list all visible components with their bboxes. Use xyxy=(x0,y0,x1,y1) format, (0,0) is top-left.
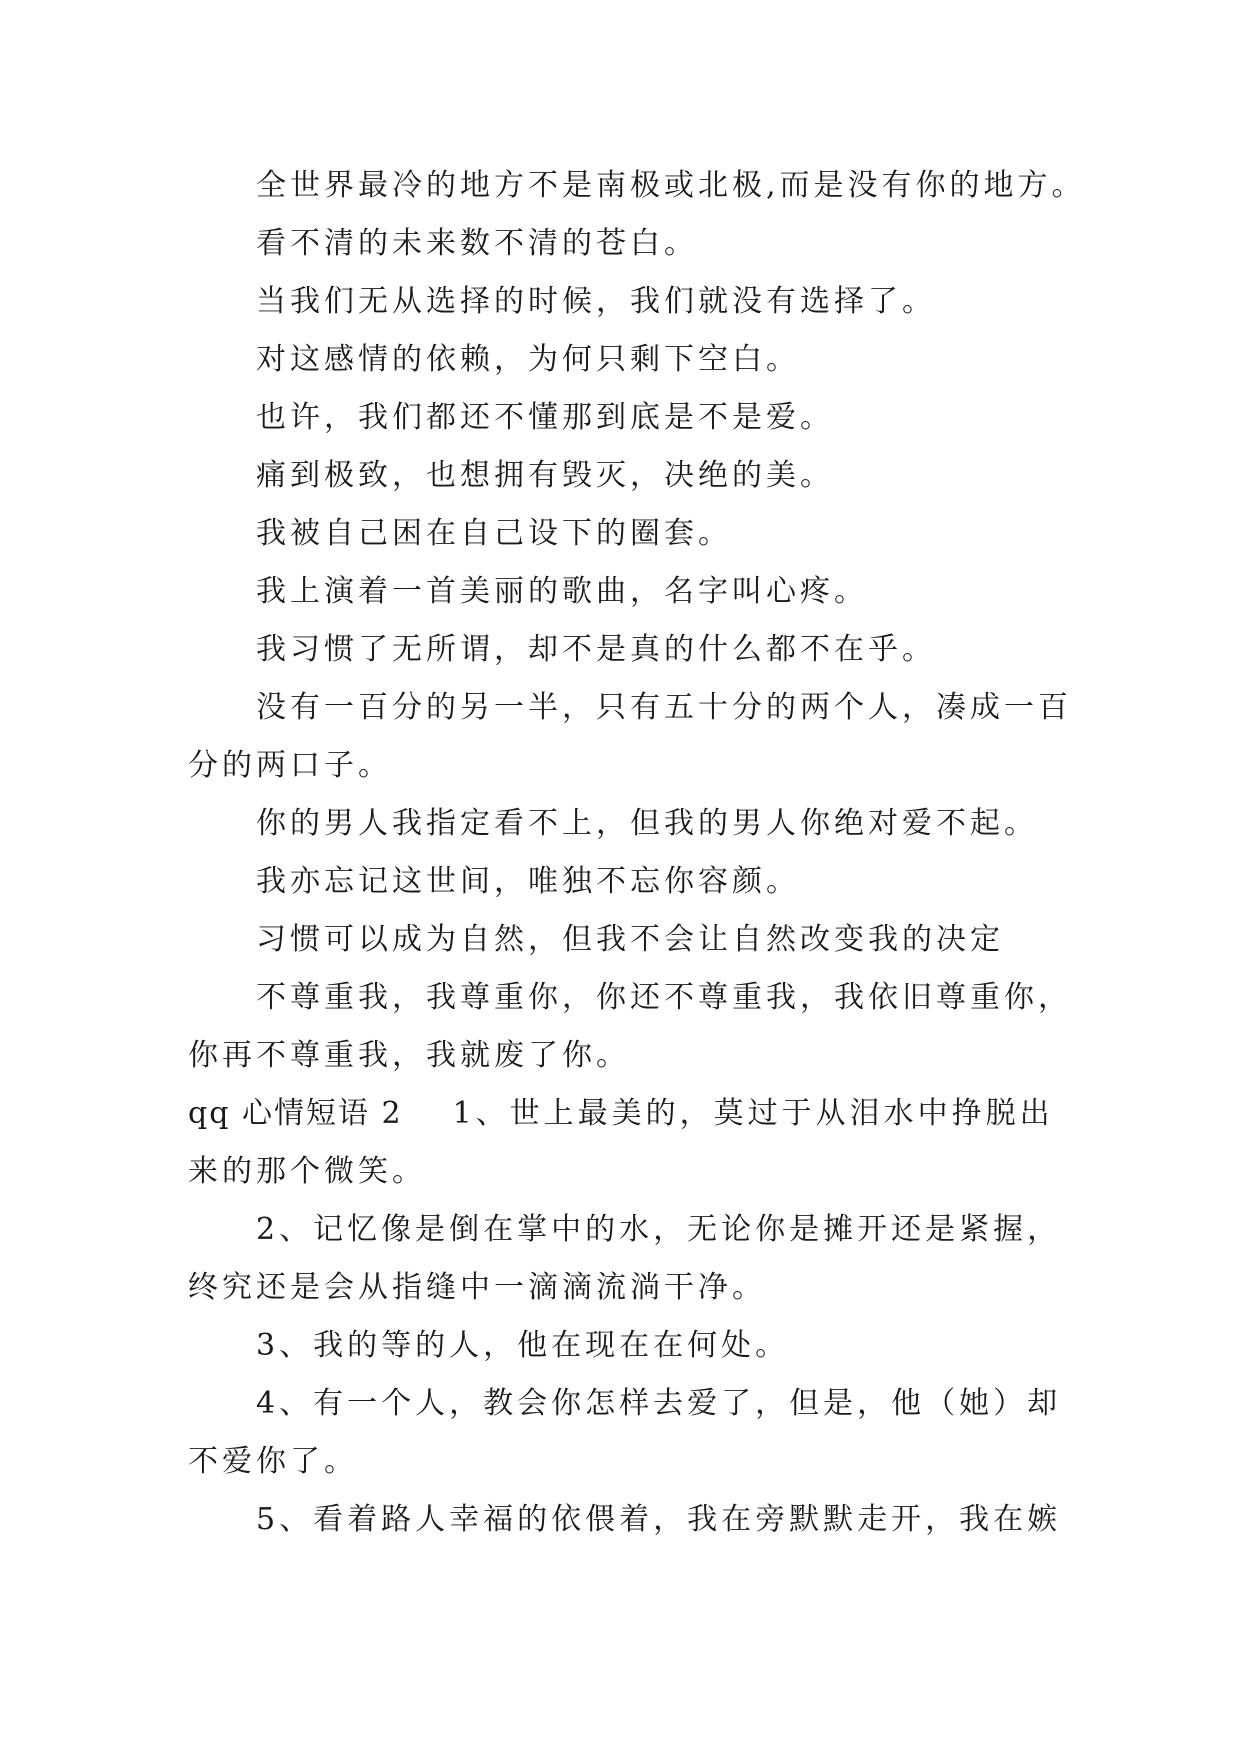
text-line: 分的两口子。 xyxy=(188,748,392,783)
text-line: 当我们无从选择的时候，我们就没有选择了。 xyxy=(256,284,936,319)
text-line: 没有一百分的另一半，只有五十分的两个人，凑成一百 xyxy=(256,690,1072,725)
text-line: 不爱你了。 xyxy=(188,1444,358,1479)
section-heading: qq 心情短语 2 xyxy=(188,1096,403,1131)
text-line: 习惯可以成为自然，但我不会让自然改变我的决定 xyxy=(256,922,1004,957)
text-line: 4、有一个人，教会你怎样去爱了，但是，他（她）却 xyxy=(256,1386,1062,1421)
section-first-line: 1、世上最美的，莫过于从泪水中挣脱出 xyxy=(452,1096,1054,1131)
text-line: 我习惯了无所谓，却不是真的什么都不在乎。 xyxy=(256,632,936,667)
text-line: 我上演着一首美丽的歌曲，名字叫心疼。 xyxy=(256,574,868,609)
text-line: 你的男人我指定看不上，但我的男人你绝对爱不起。 xyxy=(256,806,1038,841)
text-line: 不尊重我，我尊重你，你还不尊重我，我依旧尊重你， xyxy=(256,980,1072,1015)
text-line: 我亦忘记这世间，唯独不忘你容颜。 xyxy=(256,864,800,899)
text-line: 看不清的未来数不清的苍白。 xyxy=(256,226,698,261)
text-line: 我被自己困在自己设下的圈套。 xyxy=(256,516,732,551)
text-line: 终究还是会从指缝中一滴滴流淌干净。 xyxy=(188,1270,766,1305)
text-line: 对这感情的依赖，为何只剩下空白。 xyxy=(256,342,800,377)
text-line: 也许，我们都还不懂那到底是不是爱。 xyxy=(256,400,834,435)
section-heading-line xyxy=(188,1085,1068,1143)
document-body xyxy=(188,157,1086,1549)
paragraph-group xyxy=(188,157,1086,1085)
text-line: 来的那个微笑。 xyxy=(188,1154,426,1189)
text-line: 5、看着路人幸福的依偎着，我在旁默默走开，我在嫉 xyxy=(256,1502,1062,1537)
text-line: 2、记忆像是倒在掌中的水，无论你是摊开还是紧握， xyxy=(256,1212,1062,1247)
paragraph-group-section xyxy=(188,1143,1068,1549)
text-line: 痛到极致，也想拥有毁灭，决绝的美。 xyxy=(256,458,834,493)
text-line: 全世界最冷的地方不是南极或北极,而是没有你的地方。 xyxy=(256,168,1086,203)
text-line: 你再不尊重我，我就废了你。 xyxy=(188,1038,630,1073)
text-line: 3、我的等的人，他在现在在何处。 xyxy=(256,1328,790,1363)
